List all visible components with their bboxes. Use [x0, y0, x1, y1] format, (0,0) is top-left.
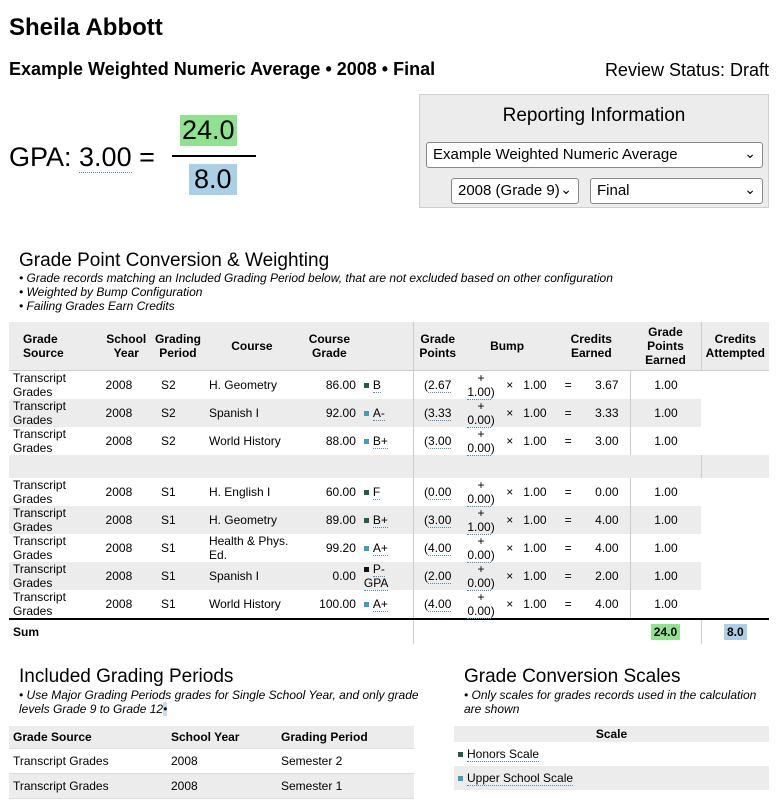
cell-credits-attempted: 1.00 — [630, 371, 701, 400]
conversion-section-title: Grade Point Conversion & Weighting — [19, 250, 330, 271]
bump-value[interactable]: 0.00 — [467, 492, 491, 506]
cell-source: Transcript Grades — [9, 562, 102, 590]
cell-year: 2008 — [105, 597, 133, 611]
grade-points-value[interactable]: 3.33 — [428, 406, 452, 420]
table-row — [9, 749, 414, 774]
credits-earned-value: 1.00 — [523, 597, 547, 611]
cell-credits-earned: × 1.00 — [506, 378, 547, 392]
cell-period: S1 — [160, 541, 176, 555]
cell-bump: + 0.00) — [467, 590, 495, 618]
gpa-equation — [9, 112, 259, 202]
included-periods-table — [9, 726, 414, 799]
bump-value[interactable]: 0.00 — [467, 576, 491, 590]
cell-credits-earned: × 1.00 — [506, 597, 547, 611]
calculation-select-value: Example Weighted Numeric Average — [433, 146, 678, 163]
student-name: Sheila Abbott — [9, 14, 163, 41]
cell-letter-grade[interactable]: B+ — [372, 434, 388, 448]
cell-course-grade: 88.00 — [325, 434, 356, 448]
cell-course: Spanish I — [205, 562, 299, 590]
cell-letter-grade[interactable]: A- — [372, 406, 385, 420]
period-select[interactable] — [590, 178, 763, 204]
sum-label: Sum — [9, 619, 413, 644]
cell-bump: + 1.00) — [467, 371, 495, 399]
bump-value[interactable]: 0.00 — [467, 413, 491, 427]
cell-equals: = — [564, 378, 572, 392]
cell-course: H. Geometry — [208, 378, 277, 392]
cell-year: 2008 — [105, 541, 133, 555]
cell-equals: = — [564, 541, 572, 555]
cell-bump: + 0.00) — [467, 534, 495, 562]
conversion-notes — [19, 271, 613, 313]
cell-letter-grade[interactable]: A+ — [372, 541, 388, 555]
cell-year: 2008 — [102, 562, 151, 590]
cell-course: World History — [208, 434, 281, 448]
table-row — [9, 774, 414, 799]
cell-course-grade: 0.00 — [299, 562, 360, 590]
grade-conversion-table — [9, 322, 769, 644]
cell-period: S1 — [160, 597, 176, 611]
col-header-credits-earned: Credits Earned — [552, 322, 630, 371]
bump-value[interactable]: 1.00 — [467, 385, 491, 399]
cell-course-grade: 60.00 — [325, 485, 356, 499]
grade-points-value[interactable]: 2.00 — [428, 569, 452, 583]
table-row — [9, 399, 769, 427]
bump-value[interactable]: 0.00 — [467, 604, 491, 618]
cell-equals: = — [564, 597, 572, 611]
cell-letter-grade[interactable]: B — [372, 378, 381, 392]
cell-bump: + 0.00) — [462, 399, 501, 427]
cell-year: 2008 — [105, 434, 133, 448]
cell-course: World History — [208, 597, 281, 611]
cell-grade-points: (4.00 — [413, 590, 462, 619]
credits-earned-value: 1.00 — [523, 569, 547, 583]
cell-credits-earned: × 1.00 — [506, 485, 547, 499]
square-icon — [364, 602, 369, 607]
period-select-value: Final — [597, 182, 630, 199]
cell-course-grade: 86.00 — [325, 378, 356, 392]
cell-period: S1 — [151, 562, 205, 590]
cell-bump: + 0.00) — [467, 427, 495, 455]
fraction-line — [172, 155, 256, 157]
calculation-title: Example Weighted Numeric Average • 2008 • Final — [9, 59, 436, 79]
gpa-value[interactable]: 3.00 — [79, 142, 132, 172]
cell-year: 2008 — [105, 485, 133, 499]
cell-grade-points-earned: 3.67 — [595, 378, 619, 392]
table-row — [9, 562, 769, 590]
square-icon — [458, 752, 463, 757]
cell-period: S2 — [160, 378, 176, 392]
cell-source: Transcript Grades — [13, 371, 66, 399]
chevron-down-icon: ⌄ — [744, 181, 756, 197]
cell-letter-grade[interactable]: F — [372, 485, 381, 499]
cell-bump: + 0.00) — [462, 562, 501, 590]
chevron-down-icon: ⌄ — [744, 145, 756, 161]
cell-course-grade: 92.00 — [299, 399, 360, 427]
col-header-source: Grade Source — [9, 322, 102, 371]
scale-name-upper[interactable]: Upper School Scale — [467, 771, 574, 785]
cell-grade-points: (3.33 — [413, 399, 462, 427]
square-icon — [364, 383, 369, 388]
period-source: Transcript Grades — [9, 774, 167, 799]
table-spacer-row — [9, 455, 769, 478]
cell-equals: = — [552, 562, 584, 590]
cell-year: 2008 — [105, 378, 133, 392]
cell-year: 2008 — [102, 399, 151, 427]
sum-credits: 8.0 — [724, 624, 747, 640]
grade-points-value[interactable]: 0.00 — [428, 485, 452, 499]
cell-letter-grade[interactable]: P-GPA — [363, 562, 389, 590]
cell-grade-points: (4.00 — [413, 534, 462, 562]
cell-grade-points-earned: 4.00 — [584, 506, 630, 534]
cell-grade-points: (2.67 — [413, 371, 462, 400]
conversion-note: • Grade records matching an Included Grading Period below, that are not excluded based on other configuration — [19, 271, 613, 285]
table-row — [9, 590, 769, 619]
cell-grade-points-earned: 2.00 — [584, 562, 630, 590]
cell-course-grade: 100.00 — [319, 597, 356, 611]
conversion-note: • Weighted by Bump Configuration — [19, 285, 203, 299]
scales-section-title: Grade Conversion Scales — [464, 666, 681, 687]
credits-earned-value: 1.00 — [523, 406, 547, 420]
cell-credits-earned: × 1.00 — [506, 434, 547, 448]
credits-earned-value: 1.00 — [523, 513, 547, 527]
cell-credits-attempted: 1.00 — [630, 478, 701, 506]
scales-header: Scale — [454, 726, 769, 742]
cell-letter-grade[interactable]: A+ — [372, 597, 388, 611]
period-name: Semester 1 — [277, 774, 414, 799]
cell-credits-attempted: 1.00 — [630, 562, 701, 590]
period-source: Transcript Grades — [13, 754, 109, 768]
table-row — [454, 742, 769, 766]
col-header-credits-attempted: Credits Attempted — [701, 322, 769, 371]
cell-course-grade: 89.00 — [299, 506, 360, 534]
table-row — [9, 478, 769, 506]
cell-grade-points-earned: 4.00 — [595, 597, 619, 611]
period-year: 2008 — [171, 754, 198, 768]
cell-grade-points: (0.00 — [413, 478, 462, 506]
bump-value[interactable]: 0.00 — [467, 441, 491, 455]
year-select[interactable] — [451, 178, 579, 204]
square-icon — [364, 518, 369, 523]
period-name: Semester 2 — [281, 754, 343, 768]
cell-bump: + 0.00) — [467, 478, 495, 506]
cell-credits-earned: × 1.00 — [506, 541, 547, 555]
cell-credits-attempted: 1.00 — [630, 427, 701, 455]
col-header-course: Course — [205, 322, 299, 371]
periods-header-year: School Year — [167, 726, 277, 749]
square-icon — [364, 411, 369, 416]
col-header-grade-points: Grade Points — [413, 322, 462, 371]
cell-course: Spanish I — [205, 399, 299, 427]
cell-course-grade: 99.20 — [325, 541, 356, 555]
square-icon — [364, 567, 369, 572]
credits-earned-value: 1.00 — [523, 378, 547, 392]
cell-source: Transcript Grades — [9, 506, 102, 534]
square-icon — [364, 546, 369, 551]
table-row — [9, 506, 769, 534]
cell-credits-earned: × 1.00 — [500, 562, 552, 590]
gpa-numerator: 24.0 — [182, 115, 235, 145]
cell-course: H. English I — [208, 485, 271, 499]
cell-period: S2 — [151, 399, 205, 427]
cell-equals: = — [564, 434, 572, 448]
scales-note: • Only scales for grades records used in the calculation are shown — [464, 688, 757, 716]
square-icon — [364, 490, 369, 495]
conversion-scales-table — [454, 726, 769, 790]
cell-grade-points-earned: 4.00 — [595, 541, 619, 555]
table-row — [9, 534, 769, 562]
cell-credits-earned: × 1.00 — [500, 399, 552, 427]
cell-grade-points-earned: 0.00 — [595, 485, 619, 499]
cell-grade-points: (2.00 — [413, 562, 462, 590]
cell-period: S1 — [160, 485, 176, 499]
cell-year: 2008 — [102, 506, 151, 534]
period-year: 2008 — [167, 774, 277, 799]
cell-equals: = — [552, 399, 584, 427]
bump-value[interactable]: 0.00 — [467, 548, 491, 562]
cell-source: Transcript Grades — [13, 590, 66, 618]
credits-earned-value: 1.00 — [523, 485, 547, 499]
periods-header-period: Grading Period — [277, 726, 414, 749]
periods-note — [19, 688, 419, 716]
cell-credits-attempted: 1.00 — [630, 399, 701, 427]
cell-period: S1 — [151, 506, 205, 534]
bump-value[interactable]: 1.00 — [467, 520, 491, 534]
grade-points-value[interactable]: 3.00 — [428, 513, 452, 527]
year-select-value: 2008 (Grade 9) — [458, 182, 560, 199]
periods-header-source: Grade Source — [9, 726, 167, 749]
cell-source: Transcript Grades — [13, 534, 66, 562]
grade-points-value[interactable]: 2.67 — [428, 378, 452, 392]
col-header-period: Grading Period — [151, 322, 205, 371]
cell-credits-earned: × 1.00 — [500, 506, 552, 534]
cell-equals: = — [564, 485, 572, 499]
square-icon — [458, 776, 463, 781]
reporting-information-panel — [419, 94, 769, 208]
calculation-select[interactable] — [426, 142, 763, 168]
cell-credits-attempted: 1.00 — [630, 590, 701, 619]
gpa-prefix: GPA: — [9, 142, 80, 172]
cell-grade-points: (3.00 — [413, 427, 462, 455]
cell-source: Transcript Grades — [13, 478, 66, 506]
cell-grade-points: (3.00 — [413, 506, 462, 534]
grade-points-value[interactable]: 4.00 — [428, 597, 452, 611]
periods-note-text: • Use Major Grading Periods grades for Single School Year, and only grade levels Grade 9 to Grade 12 — [19, 688, 419, 716]
cell-grade-points-earned: 3.00 — [595, 434, 619, 448]
reporting-title: Reporting Information — [502, 105, 686, 126]
grade-points-value[interactable]: 4.00 — [428, 541, 452, 555]
cell-course: H. Geometry — [205, 506, 299, 534]
gpa-equals: = — [131, 142, 155, 172]
cell-source: Transcript Grades — [9, 399, 102, 427]
conversion-note: • Failing Grades Earn Credits — [19, 299, 175, 313]
cell-credits-attempted: 1.00 — [630, 534, 701, 562]
gpa-denominator: 8.0 — [189, 164, 237, 195]
periods-note-end: • — [163, 702, 168, 716]
cell-bump: + 1.00) — [462, 506, 501, 534]
grade-points-value[interactable]: 3.00 — [428, 434, 452, 448]
scale-name-honors[interactable]: Honors Scale — [467, 747, 540, 761]
cell-source: Transcript Grades — [13, 427, 66, 455]
col-header-year: School Year — [102, 322, 151, 371]
review-status: Review Status: Draft — [604, 60, 769, 80]
gpa-label — [9, 142, 155, 173]
col-header-grade-points-earned: Grade Points Earned — [630, 322, 701, 371]
col-header-bump: Bump — [462, 322, 553, 371]
cell-letter-grade[interactable]: B+ — [372, 513, 388, 527]
table-row — [9, 427, 769, 455]
cell-credits-attempted: 1.00 — [630, 506, 701, 534]
table-row — [9, 371, 769, 400]
cell-course: Health & Phys. Ed. — [208, 534, 289, 562]
credits-earned-value: 1.00 — [523, 434, 547, 448]
chevron-down-icon: ⌄ — [560, 181, 572, 197]
col-header-course-grade: Course Grade — [299, 322, 360, 371]
square-icon — [364, 439, 369, 444]
cell-period: S2 — [160, 434, 176, 448]
periods-section-title: Included Grading Periods — [19, 666, 234, 687]
sum-grade-points: 24.0 — [651, 624, 680, 640]
cell-grade-points-earned: 3.33 — [584, 399, 630, 427]
table-row — [454, 766, 769, 790]
cell-equals: = — [552, 506, 584, 534]
credits-earned-value: 1.00 — [523, 541, 547, 555]
